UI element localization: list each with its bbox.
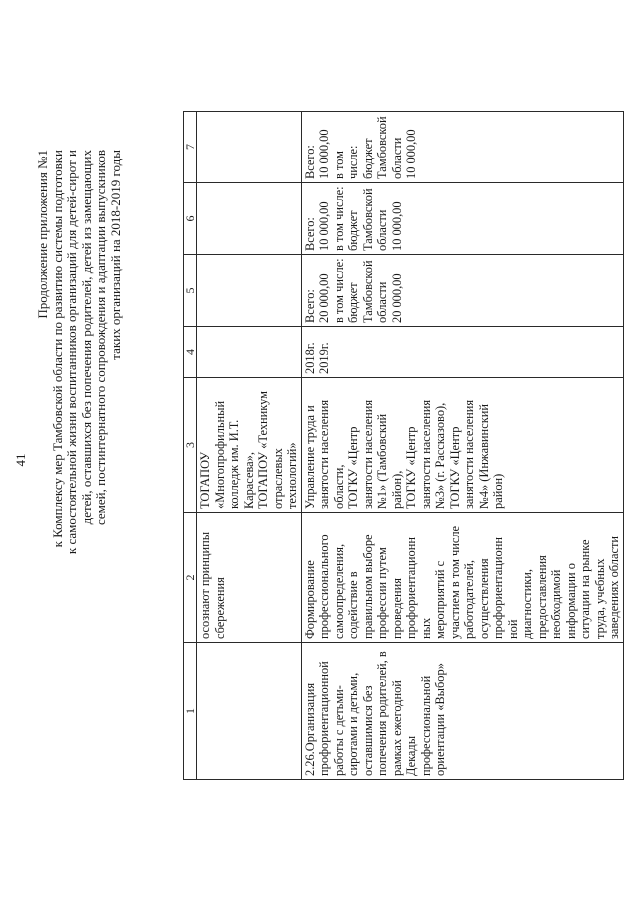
- appendix-header: [36, 150, 124, 745]
- cell-executors: Управление труда и занятости населения области, ТОГКУ «Центр занятости населения №1» (Тамбовский район), ТОГКУ «Центр занятости населения №3» (г. Рассказово), ТОГКУ «Центр занятости населения №4» (Инжавинский район): [301, 378, 623, 513]
- header-line: к Комплексу мер Тамбовской области по развитию системы подготовки: [49, 150, 65, 548]
- column-number: 5: [184, 255, 197, 327]
- cell-2018: Всего: 10 000,00 в том числе: бюджет Тамбовской области 10 000,00: [301, 183, 623, 255]
- cell-total: Всего: 20 000,00 в том числе: бюджет Тамбовской области 20 000,00: [301, 255, 623, 327]
- column-number-row: [184, 112, 197, 780]
- column-number: 1: [184, 643, 197, 780]
- column-number: 6: [184, 183, 197, 255]
- header-line: таких организаций на 2018-2019 годы: [107, 150, 123, 360]
- cell-content: Формирование профессионального самоопределения, содействие в правильном выборе профессии путем проведения профориентационн ных мероприятий с участием в том числе работодателей, осуществления профориентационн ной диагностики, предоставления необходимой информации о ситуации на рынке труда, учебных заведениях области: [301, 513, 623, 643]
- cell-2019: [197, 112, 302, 183]
- cell-measure: 2.26.Организация профориентационной работы с детьми- сиротами и детьми, оставшимися без попечения родителей, в рамках ежегодной Декады профессиональной ориентации «Выбор»: [301, 643, 623, 780]
- cell-period: [197, 327, 302, 378]
- cell-2018: [197, 183, 302, 255]
- table-row-continued: [197, 112, 302, 780]
- cell-measure: [197, 643, 302, 780]
- column-number: 4: [184, 327, 197, 378]
- header-line: Продолжение приложения №1: [35, 150, 50, 319]
- cell-executors: ТОГАПОУ «Многопрофильный колледж им. И.Т. Карасева», ТОГАПОУ «Техникум отраслевых технологий»: [197, 378, 302, 513]
- measures-table: [183, 111, 624, 780]
- header-line: к самостоятельной жизни воспитанников организаций для детей-сирот и: [64, 150, 80, 555]
- cell-period: 2018г. 2019г.: [301, 327, 623, 378]
- cell-content: осознают принципы сбережения: [197, 513, 302, 643]
- column-number: 7: [184, 112, 197, 183]
- header-line: детей, оставшихся без попечения родителей, детей из замещающих: [78, 150, 94, 525]
- cell-total: [197, 255, 302, 327]
- page-number: 41: [13, 453, 28, 467]
- column-number: 2: [184, 513, 197, 643]
- header-line: семей, постинтернатного сопровождения и адаптации выпускников: [93, 150, 109, 526]
- table-row-2-26: [301, 112, 623, 780]
- column-number: 3: [184, 378, 197, 513]
- cell-2019: Всего: 10 000,00 в том числе: бюджет Тамбовской области 10 000,00: [301, 112, 623, 183]
